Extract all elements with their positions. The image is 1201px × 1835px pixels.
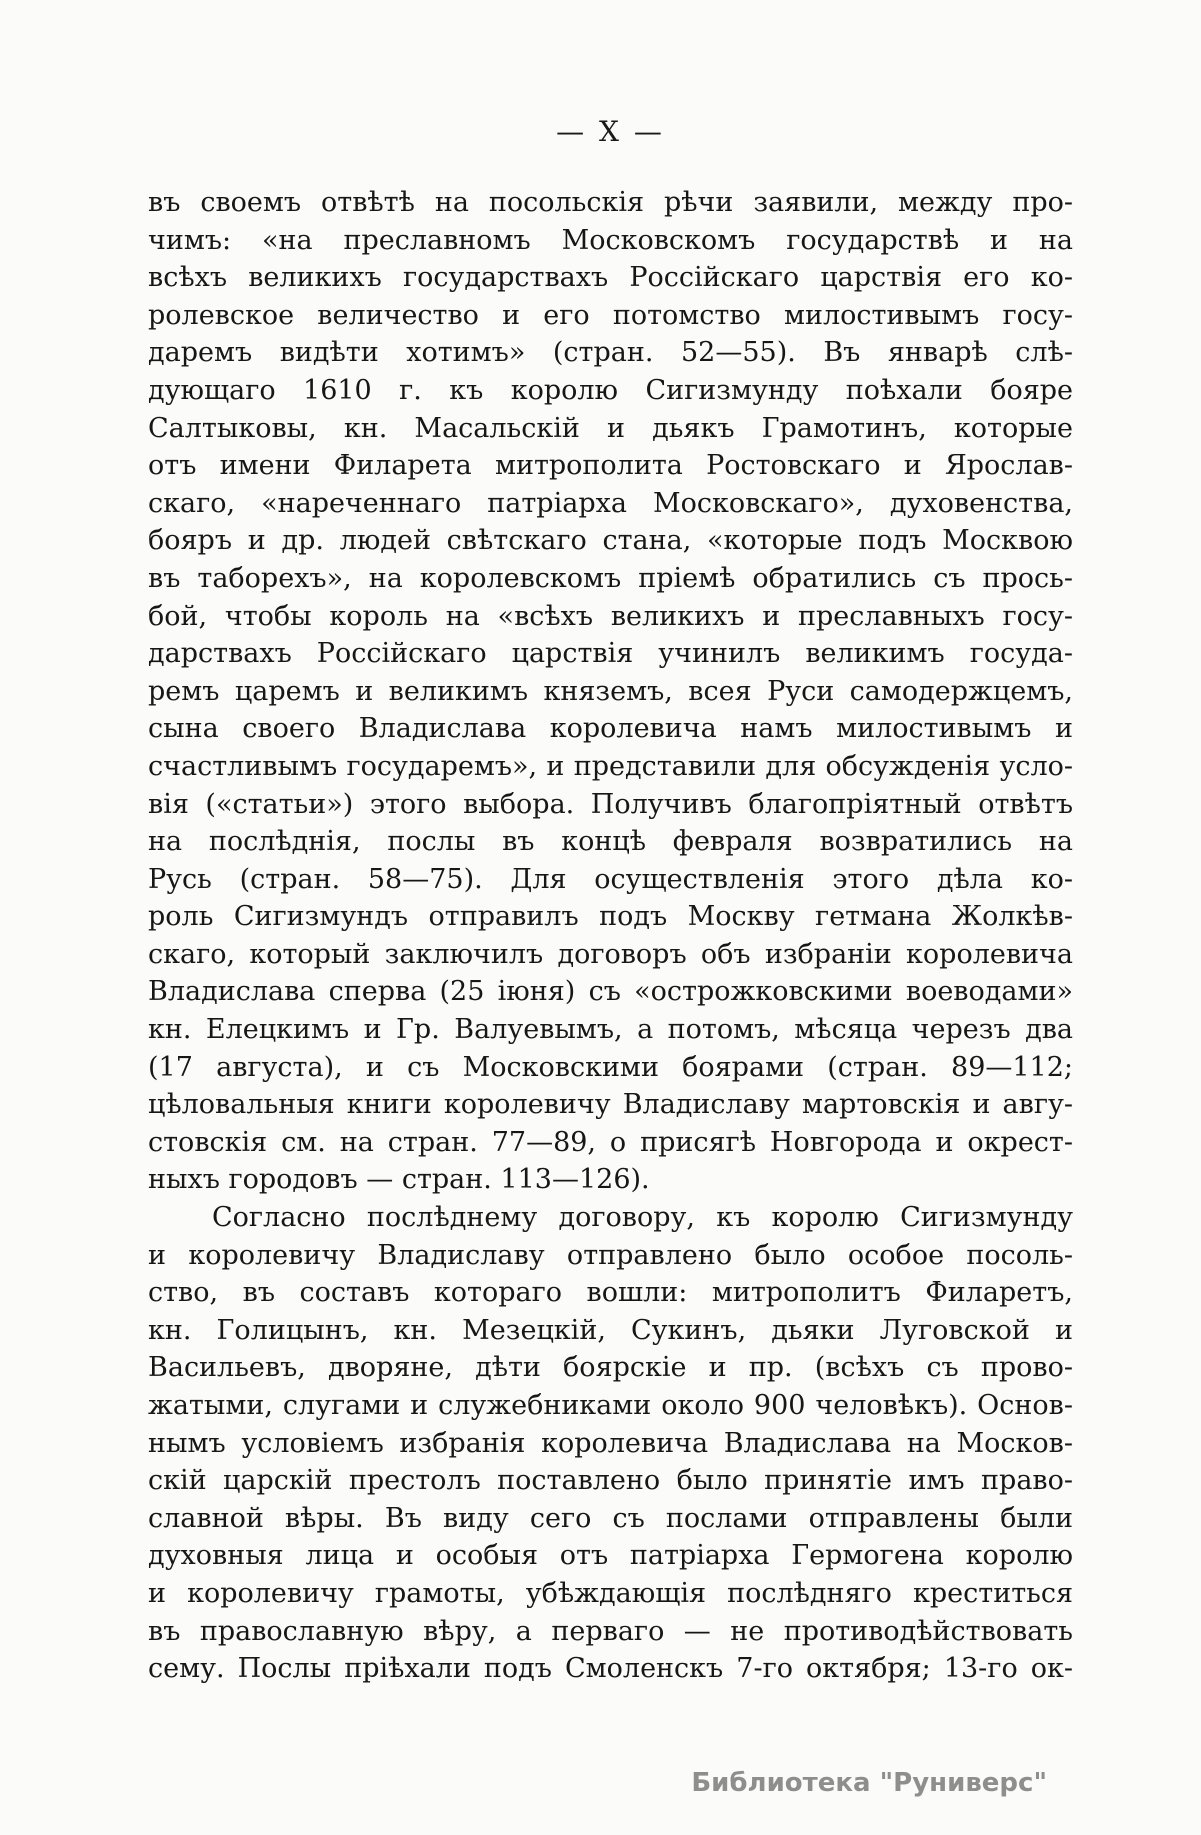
text-line: Салтыковы, кн. Масальскій и дьякъ Грамотинъ, которые bbox=[148, 412, 1073, 444]
text-line: въ православную вѣру, а перваго — не противодѣйствовать bbox=[148, 1615, 1073, 1647]
text-line: цѣловальныя книги королевичу Владиславу мартовскія и авгу- bbox=[148, 1089, 1073, 1121]
text-line: (17 августа), и съ Московскими боярами (стран. 89—112; bbox=[148, 1051, 1073, 1083]
text-line: ство, въ составъ котораго вошли: митрополитъ Филаретъ, bbox=[148, 1277, 1073, 1309]
text-line: роль Сигизмундъ отправилъ подъ Москву гетмана Жолкѣв- bbox=[148, 901, 1073, 933]
text-line: славной вѣры. Въ виду сего съ послами отправлены были bbox=[148, 1502, 1073, 1534]
text-line: отъ имени Филарета митрополита Ростовскаго и Ярослав- bbox=[148, 450, 1073, 482]
text-line: чимъ: «на преславномъ Московскомъ государствѣ и на bbox=[148, 224, 1073, 256]
text-line: Владислава сперва (25 іюня) съ «острожковскими воеводами» bbox=[148, 976, 1073, 1008]
text-line: дующаго 1610 г. къ королю Сигизмунду поѣхали бояре bbox=[148, 374, 1073, 406]
text-line: въ таборехъ», на королевскомъ пріемѣ обратились съ прось- bbox=[148, 562, 1073, 594]
text-line: на послѣднія, послы въ концѣ февраля возвратились на bbox=[148, 826, 1073, 858]
text-line: вія («статьи») этого выбора. Получивъ благопріятный отвѣтъ bbox=[148, 788, 1073, 820]
text-line: кн. Голицынъ, кн. Мезецкій, Сукинъ, дьяки Луговской и bbox=[148, 1314, 1073, 1346]
text-line: въ своемъ отвѣтѣ на посольскія рѣчи заявили, между про- bbox=[148, 187, 1073, 218]
text-line: скаго, «нареченнаго патріарха Московскаго», духовенства, bbox=[148, 487, 1073, 519]
text-line: нымъ условіемъ избранія королевича Владислава на Москов- bbox=[148, 1427, 1073, 1459]
text-line: ролевское величество и его потомство милостивымъ госу- bbox=[148, 299, 1073, 331]
text-line: сему. Послы пріѣхали подъ Смоленскъ 7-го октября; 13-го ок- bbox=[148, 1653, 1073, 1685]
text-line: Русь (стран. 58—75). Для осуществленія этого дѣла ко- bbox=[148, 863, 1073, 895]
text-line: ремъ царемъ и великимъ княземъ, всея Руси самодержцемъ, bbox=[148, 675, 1073, 707]
text-line: стовскія см. на стран. 77—89, о присягѣ Новгорода и окрест- bbox=[148, 1126, 1073, 1158]
text-line: даремъ видѣти хотимъ» (стран. 52—55). Въ январѣ слѣ- bbox=[148, 337, 1073, 369]
text-line: сына своего Владислава королевича намъ милостивымъ и bbox=[148, 713, 1073, 745]
text-line: Согласно послѣднему договору, къ королю Сигизмунду bbox=[212, 1202, 1073, 1234]
text-line: бой, чтобы король на «всѣхъ великихъ и преславныхъ госу- bbox=[148, 600, 1073, 632]
text-line: жатыми, слугами и служебниками около 900 человѣкъ). Основ- bbox=[148, 1390, 1073, 1421]
text-line: всѣхъ великихъ государствахъ Россійскаго царствія его ко- bbox=[148, 262, 1073, 294]
document-body bbox=[148, 184, 1073, 1688]
text-line: Васильевъ, дворяне, дѣти боярскіе и пр. (всѣхъ съ прово- bbox=[148, 1352, 1073, 1384]
text-line: и королевичу грамоты, убѣждающія послѣдняго креститься bbox=[148, 1577, 1073, 1609]
text-line: ныхъ городовъ — стран. 113—126). bbox=[148, 1164, 650, 1196]
text-line: духовныя лица и особыя отъ патріарха Гермогена королю bbox=[148, 1540, 1073, 1572]
text-line: счастливымъ государемъ», и представили для обсужденія усло- bbox=[148, 750, 1073, 782]
text-line: скаго, который заключилъ договоръ объ избраніи королевича bbox=[148, 938, 1073, 970]
text-line: бояръ и др. людей свѣтскаго стана, «которые подъ Москвою bbox=[148, 525, 1073, 557]
paragraph bbox=[148, 184, 1073, 1199]
library-watermark: Библиотека "Руниверс" bbox=[691, 1768, 1047, 1798]
paragraph bbox=[148, 1199, 1073, 1688]
text-line: и королевичу Владиславу отправлено было особое посоль- bbox=[148, 1239, 1073, 1271]
text-line: скій царскій престолъ поставлено было принятіе имъ право- bbox=[148, 1465, 1073, 1497]
text-line: дарствахъ Россійскаго царствія учинилъ великимъ госуда- bbox=[148, 638, 1073, 670]
page-number-header: — X — bbox=[556, 115, 665, 148]
text-line: кн. Елецкимъ и Гр. Валуевымъ, а потомъ, мѣсяца черезъ два bbox=[148, 1014, 1073, 1046]
